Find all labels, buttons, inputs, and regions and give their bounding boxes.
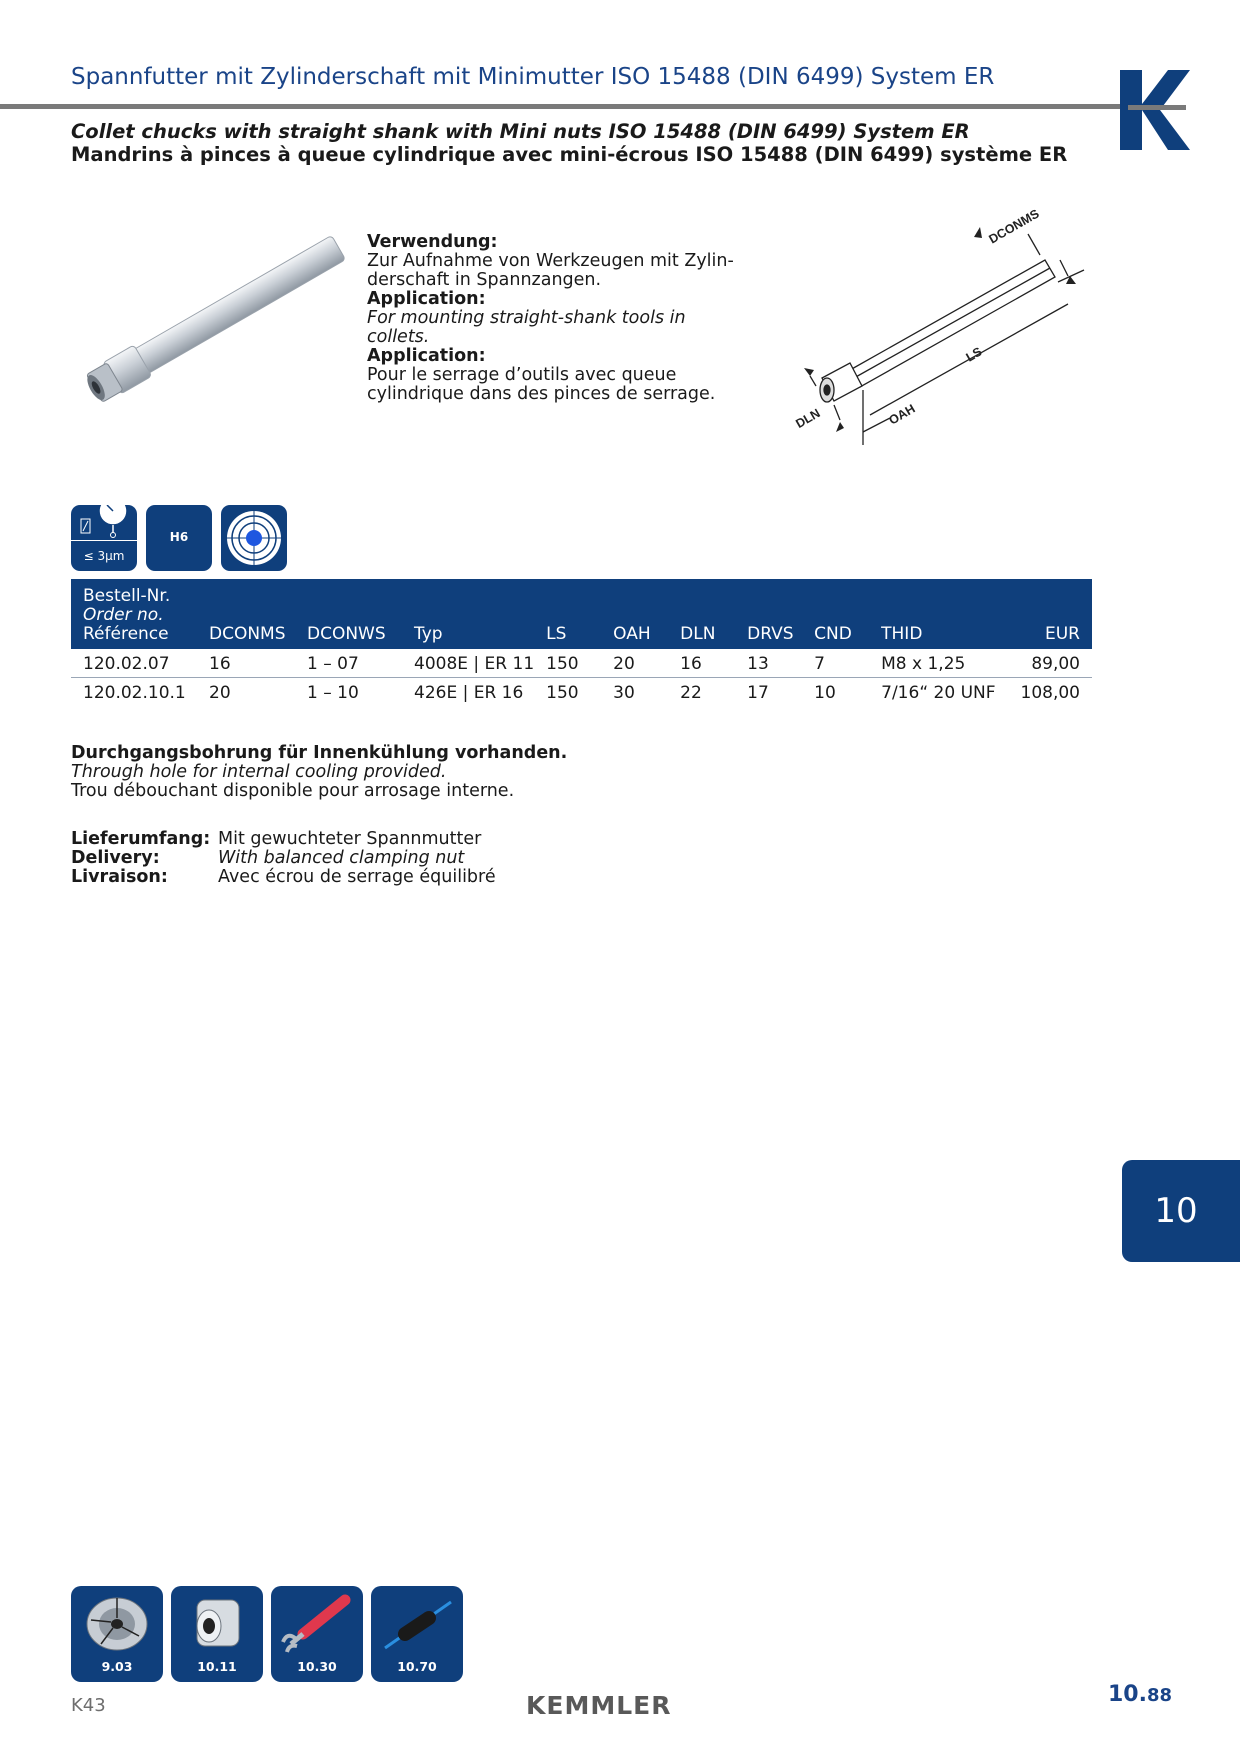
header-oah: OAH — [601, 579, 668, 649]
usage-heading-de: Verwendung: — [367, 232, 498, 252]
page-subtitle-en: Collet chucks with straight shank with Mini nuts ISO 15488 (DIN 6499) System ER — [71, 120, 970, 143]
header-cnd: CND — [802, 579, 869, 649]
product-photo — [68, 230, 358, 410]
cell-eur: 89,00 — [996, 649, 1092, 678]
feature-divider — [71, 540, 137, 541]
cell-ls: 150 — [534, 649, 601, 678]
tolerance-feature — [146, 505, 212, 571]
delivery-value-en: With balanced clamping nut — [218, 848, 465, 868]
usage-text-de-line2: derschaft in Spannzangen. — [367, 270, 602, 290]
collet-icon — [77, 1590, 157, 1656]
kemmler-k-logo — [1120, 70, 1190, 150]
label-dln: DLN — [793, 406, 823, 432]
header-order — [71, 579, 197, 649]
accessory-wrench[interactable] — [271, 1586, 363, 1682]
footer-brand: KEMMLER — [526, 1691, 672, 1720]
runout-feature — [71, 505, 137, 571]
header-divider — [0, 104, 1120, 109]
delivery-label-fr: Livraison: — [71, 867, 168, 887]
usage-text-fr-line1: Pour le serrage d’outils avec queue — [367, 365, 677, 385]
usage-heading-fr: Application: — [367, 346, 486, 366]
label-dconms: DCONMS — [986, 206, 1042, 247]
balance-target-icon — [221, 505, 287, 571]
cell-dln: 16 — [668, 649, 735, 678]
tolerance-label: H6 — [169, 530, 189, 544]
cell-dconws: 1 – 10 — [307, 683, 359, 703]
usage-text-en: For mounting straight-shank tools in collets. — [367, 308, 686, 347]
page-title-de: Spannfutter mit Zylinderschaft mit Minimutter ISO 15488 (DIN 6499) System ER — [71, 64, 995, 90]
accessory-label: 9.03 — [101, 1659, 133, 1674]
cell-drvs: 17 — [747, 683, 769, 703]
header-drvs: DRVS — [735, 579, 802, 649]
dimension-drawing — [780, 200, 1100, 480]
label-oah: OAH — [886, 401, 918, 428]
cell-oah: 30 — [613, 683, 635, 703]
header-eur: EUR — [996, 579, 1092, 649]
cell-typ: 4008E | ER 11 — [402, 649, 534, 678]
cell-thid: M8 x 1,25 — [869, 649, 996, 678]
accessory-clamping-nut[interactable] — [171, 1586, 263, 1682]
header-order-en: Order no. — [83, 605, 164, 625]
cell-drvs: 13 — [735, 649, 802, 678]
accessory-label: 10.30 — [297, 1659, 337, 1674]
cell-typ: 426E | ER 16 — [414, 683, 524, 703]
page-subtitle-fr: Mandrins à pinces à queue cylindrique avec mini-écrous ISO 15488 (DIN 6499) système ER — [71, 143, 1068, 166]
wrench-icon — [277, 1590, 357, 1656]
chapter-tab[interactable]: 10 — [1122, 1160, 1240, 1262]
coolant-disk-icon — [377, 1590, 457, 1656]
page-number-main: 10. — [1108, 1682, 1147, 1707]
cooling-note — [71, 744, 567, 801]
cell-dconms: 20 — [209, 683, 231, 703]
page-number-sub: 88 — [1146, 1685, 1173, 1706]
header-ls: LS — [534, 579, 601, 649]
header-order-de: Bestell-Nr. — [83, 586, 171, 606]
accessory-label: 10.70 — [397, 1659, 437, 1674]
header-dconms: DCONMS — [197, 579, 295, 649]
usage-text-fr-line2: cylindrique dans des pinces de serrage. — [367, 384, 716, 404]
header-order-fr: Référence — [83, 624, 169, 644]
cell-dln: 22 — [680, 683, 702, 703]
delivery-label-en: Delivery: — [71, 848, 160, 868]
page-number — [1108, 1682, 1172, 1707]
accessory-coolant-disk[interactable] — [371, 1586, 463, 1682]
delivery-label-de: Lieferumfang: — [71, 829, 211, 849]
runout-gauge-icon — [71, 505, 137, 549]
balance-feature — [221, 505, 287, 571]
table-row — [71, 678, 1092, 707]
product-table — [71, 579, 1092, 706]
accessory-label: 10.11 — [197, 1659, 237, 1674]
usage-heading-en: Application: — [367, 289, 486, 309]
cell-eur: 108,00 — [1020, 683, 1080, 703]
footer-code: K43 — [71, 1695, 106, 1716]
header-typ: Typ — [402, 579, 534, 649]
usage-text — [367, 233, 747, 404]
delivery-value-fr: Avec écrou de serrage équilibré — [218, 867, 496, 887]
cell-order: 120.02.10.1 — [83, 683, 186, 703]
delivery-info — [71, 830, 496, 887]
cell-cnd: 7 — [802, 649, 869, 678]
table-header-row — [71, 579, 1092, 649]
cooling-note-en: Through hole for internal cooling provided. — [71, 762, 447, 782]
usage-text-de-line1: Zur Aufnahme von Werkzeugen mit Zylin- — [367, 251, 734, 271]
label-ls: LS — [963, 344, 985, 365]
cell-ls: 150 — [546, 683, 579, 703]
cell-thid: 7/16“ 20 UNF — [881, 683, 996, 703]
header-dln: DLN — [668, 579, 735, 649]
runout-label: ≤ 3µm — [83, 549, 125, 563]
delivery-value-de: Mit gewuchteter Spannmutter — [218, 829, 482, 849]
cell-order: 120.02.07 — [71, 649, 197, 678]
cell-cnd: 10 — [814, 683, 836, 703]
clamping-nut-icon — [177, 1590, 257, 1656]
header-thid: THID — [869, 579, 996, 649]
cell-dconms: 16 — [197, 649, 295, 678]
accessory-collet[interactable] — [71, 1586, 163, 1682]
cell-oah: 20 — [601, 649, 668, 678]
cell-dconws: 1 – 07 — [295, 649, 402, 678]
table-row — [71, 649, 1092, 678]
cooling-note-fr: Trou débouchant disponible pour arrosage interne. — [71, 781, 515, 801]
header-dconws: DCONWS — [295, 579, 402, 649]
cooling-note-de: Durchgangsbohrung für Innenkühlung vorhanden. — [71, 743, 568, 763]
